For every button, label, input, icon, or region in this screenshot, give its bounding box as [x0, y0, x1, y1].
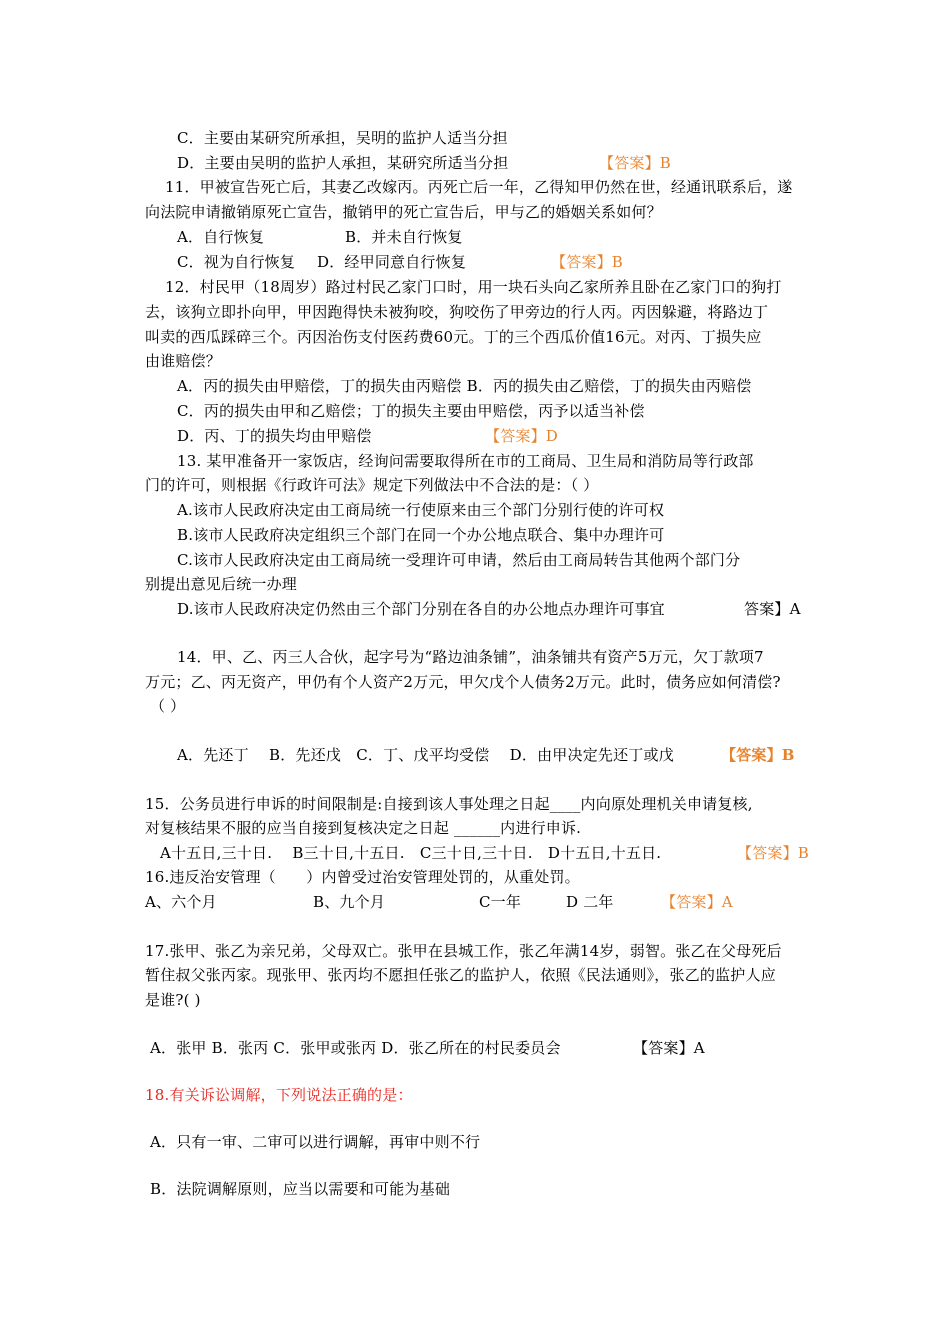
q12-text-line4: 由谁赔偿？ [145, 352, 222, 370]
q17-options: A．张甲 B．张丙 C．张甲或张丙 D．张乙所在的村民委员会 [150, 1039, 561, 1057]
q16-option-c: C一年 [479, 893, 522, 911]
q12-text-line2: 去，该狗立即扑向甲，甲因跑得快未被狗咬，狗咬伤了甲旁边的行人丙。丙因躲避，将路边丁 [145, 303, 769, 321]
q14-text-line2: 万元；乙、丙无资产，甲仍有个人资产2万元，甲欠戊个人债务2万元。此时，债务应如何清偿? [145, 673, 781, 691]
q11-option-d: D．经甲同意自行恢复 [317, 253, 467, 271]
q14-options: A．先还丁 B．先还戊 C．丁、戊平均受偿 D．由甲决定先还丁或戊 [177, 746, 674, 764]
q12-text-line1: 12．村民甲（18周岁）路过村民乙家门口时，用一块石头向乙家所养且卧在乙家门口的狗打 [165, 278, 782, 296]
q18-title: 18.有关诉讼调解，下列说法正确的是： [145, 1086, 413, 1104]
q17-answer: 【答案】A [633, 1039, 705, 1057]
q13-text-line1: 13. 某甲准备开一家饭店，经询问需要取得所在市的工商局、卫生局和消防局等行政部 [177, 452, 754, 470]
q13-option-b: B.该市人民政府决定组织三个部门在同一个办公地点联合、集中办理许可 [177, 526, 665, 544]
q13-option-c-line1: C.该市人民政府决定由工商局统一受理许可申请，然后由工商局转告其他两个部门分 [177, 551, 741, 569]
q16-answer: 【答案】A [661, 893, 733, 911]
q15-options: A十五日,三十日. B三十日,十五日. C三十日,三十日. D十五日,十五日. [160, 844, 662, 862]
q14-text-line1: 14．甲、乙、丙三人合伙，起字号为“路边油条铺”，油条铺共有资产5万元，欠丁款项7 [177, 648, 764, 666]
q11-text-line2: 向法院申请撤销原死亡宣告，撤销甲的死亡宣告后，甲与乙的婚姻关系如何？ [145, 203, 662, 221]
q16-option-d: D 二年 [566, 893, 614, 911]
q11-answer: 【答案】B [551, 253, 624, 271]
q12-option-ab: A．丙的损失由甲赔偿，丁的损失由丙赔偿 B．丙的损失由乙赔偿，丁的损失由丙赔偿 [177, 377, 752, 395]
q12-option-c: C．丙的损失由甲和乙赔偿；丁的损失主要由甲赔偿，丙予以适当补偿 [177, 402, 645, 420]
q11-option-b: B．并未自行恢复 [345, 228, 463, 246]
q11-option-c: C．视为自行恢复 [177, 253, 296, 271]
q13-answer: 答案】A [744, 600, 801, 618]
q11-option-a: A．自行恢复 [177, 228, 265, 246]
q17-text-line1: 17.张甲、张乙为亲兄弟，父母双亡。张甲在县城工作，张乙年满14岁，弱智。张乙在父母死后 [145, 942, 782, 960]
q13-option-a: A.该市人民政府决定由工商局统一行使原来由三个部门分别行使的许可权 [177, 501, 665, 519]
q12-text-line3: 叫卖的西瓜踩碎三个。丙因治伤支付医药费60元。丁的三个西瓜价值16元。对丙、丁损失应 [145, 328, 762, 346]
q15-answer: 【答案】B [737, 844, 810, 862]
q12-option-d: D．丙、丁的损失均由甲赔偿 [177, 427, 372, 445]
q13-option-d: D.该市人民政府决定仍然由三个部门分别在各自的办公地点办理许可事宜 [177, 600, 665, 618]
q18-option-b: B．法院调解原则，应当以需要和可能为基础 [150, 1180, 451, 1198]
q12-answer: 【答案】D [485, 427, 559, 445]
q11-text-line1: 11．甲被宣告死亡后，其妻乙改嫁丙。丙死亡后一年，乙得知甲仍然在世，经通讯联系后，遂 [165, 178, 793, 196]
q10-option-d: D．主要由吴明的监护人承担，某研究所适当分担 [177, 154, 509, 172]
q15-text-line2: 对复核结果不服的应当自接到复核决定之日起 ______内进行申诉. [145, 819, 582, 837]
q13-option-c-line2: 别提出意见后统一办理 [145, 575, 298, 593]
q10-answer: 【答案】B [599, 154, 672, 172]
q15-text-line1: 15．公务员进行申诉的时间限制是:自接到该人事处理之日起____内向原处理机关申请复核, [145, 795, 753, 813]
q14-text-line3: （ ） [150, 697, 186, 715]
q16-option-b: B、九个月 [313, 893, 386, 911]
q16-option-a: A、六个月 [145, 893, 217, 911]
q16-text-line1: 16.违反治安管理（ ）内曾受过治安管理处罚的，从重处罚。 [145, 868, 580, 886]
q14-answer: 【答案】B [721, 746, 795, 764]
q13-text-line2: 门的许可，则根据《行政许可法》规定下列做法中不合法的是：（ ） [145, 476, 599, 494]
q17-text-line3: 是谁?( ) [145, 991, 201, 1009]
q10-option-c: C．主要由某研究所承担，吴明的监护人适当分担 [177, 129, 508, 147]
q17-text-line2: 暂住叔父张丙家。现张甲、张丙均不愿担任张乙的监护人，依照《民法通则》，张乙的监护人应 [145, 966, 776, 984]
q18-option-a: A．只有一审、二审可以进行调解，再审中则不行 [150, 1133, 481, 1151]
